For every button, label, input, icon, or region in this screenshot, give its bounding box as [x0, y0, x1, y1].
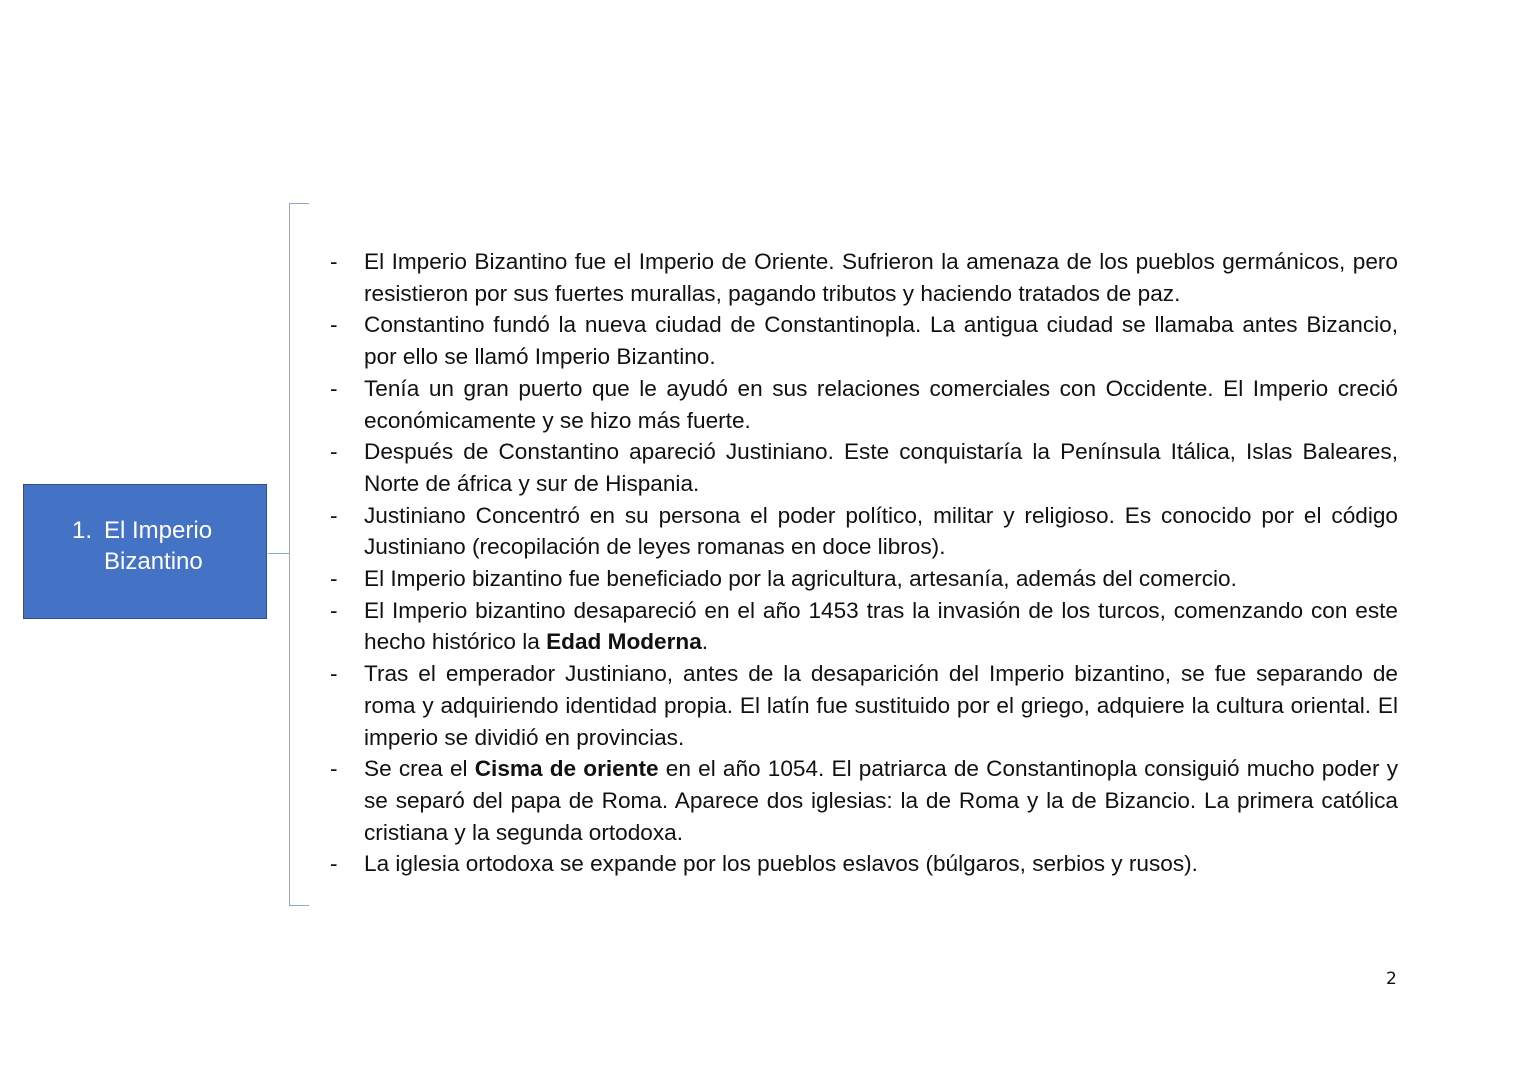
bullet-item [330, 373, 1398, 436]
bullet-text: El Imperio bizantino fue beneficiado por la agricultura, artesanía, además del comercio. [364, 566, 1237, 592]
bullet-item [330, 436, 1398, 499]
dash-marker: - [330, 502, 338, 528]
bullet-text-before: Se crea el [364, 756, 475, 782]
bullet-text: Tras el emperador Justiniano, antes de la desaparición del Imperio bizantino, se fue separando de roma y adquiriendo identidad propia. El latín fue sustituido por el griego, adquiere la cultura oriental. El imperio se dividió en provincias. [364, 661, 1398, 750]
bullet-text: La iglesia ortodoxa se expande por los pueblos eslavos (búlgaros, serbios y rusos). [364, 851, 1198, 877]
bold-term-cisma-de-oriente: Cisma de oriente [474, 756, 659, 782]
page-number: 2 [1386, 969, 1397, 989]
bullet-item [330, 658, 1398, 753]
bullet-list [330, 246, 1398, 880]
bullet-item [330, 595, 1398, 658]
dash-marker: - [330, 439, 338, 465]
bracket-connector [268, 553, 289, 554]
section-title [104, 515, 212, 577]
dash-marker: - [330, 566, 338, 592]
bullet-text-after: . [701, 629, 709, 655]
dash-marker: - [330, 597, 338, 623]
section-title-line1: El Imperio [104, 517, 213, 544]
bold-term-edad-moderna: Edad Moderna [546, 629, 702, 655]
bullet-text: Tenía un gran puerto que le ayudó en sus relaciones comerciales con Occidente. El Imperio creció económicamente y se hizo más fuerte. [364, 375, 1398, 433]
bullet-item [330, 563, 1398, 595]
dash-marker: - [330, 661, 338, 687]
bullet-text: Después de Constantino apareció Justiniano. Este conquistaría la Península Itálica, Islas Baleares, Norte de áfrica y sur de Hispania. [364, 439, 1398, 496]
bullet-item [330, 500, 1398, 563]
bullet-text: Justiniano Concentró en su persona el poder político, militar y religioso. Es conocido por el código Justiniano (recopilación de leyes romanas en doce libros). [364, 502, 1398, 560]
dash-marker: - [330, 312, 338, 338]
bullet-text-after: en el año 1054. El patriarca de Constantinopla consiguió mucho poder y se separó del papa de Roma. Aparece dos iglesias: la de Roma y la de Bizancio. La primera católica cristiana y la segunda ortodoxa. [364, 756, 1398, 845]
bullet-item [330, 246, 1398, 309]
dash-marker: - [330, 249, 338, 274]
bullet-text: Constantino fundó la nueva ciudad de Constantinopla. La antigua ciudad se llamaba antes Bizancio, por ello se llamó Imperio Bizantino. [364, 312, 1398, 370]
section-title-box [23, 484, 267, 619]
dash-marker: - [330, 756, 338, 782]
dash-marker: - [330, 851, 338, 877]
bullet-text: El Imperio Bizantino fue el Imperio de Oriente. Sufrieron la amenaza de los pueblos germánicos, pero resistieron por sus fuertes murallas, pagando tributos y haciendo tratados de paz. [364, 249, 1398, 306]
bullet-item [330, 848, 1398, 880]
left-bracket [289, 203, 309, 906]
bullet-item [330, 753, 1398, 848]
bullet-item [330, 309, 1398, 372]
section-number: 1. [72, 517, 93, 544]
section-title-line2: Bizantino [104, 548, 203, 575]
dash-marker: - [330, 375, 338, 401]
bullet-text-before: El Imperio bizantino desapareció en el año 1453 tras la invasión de los turcos, comenzando con este hecho histórico la [364, 597, 1398, 655]
